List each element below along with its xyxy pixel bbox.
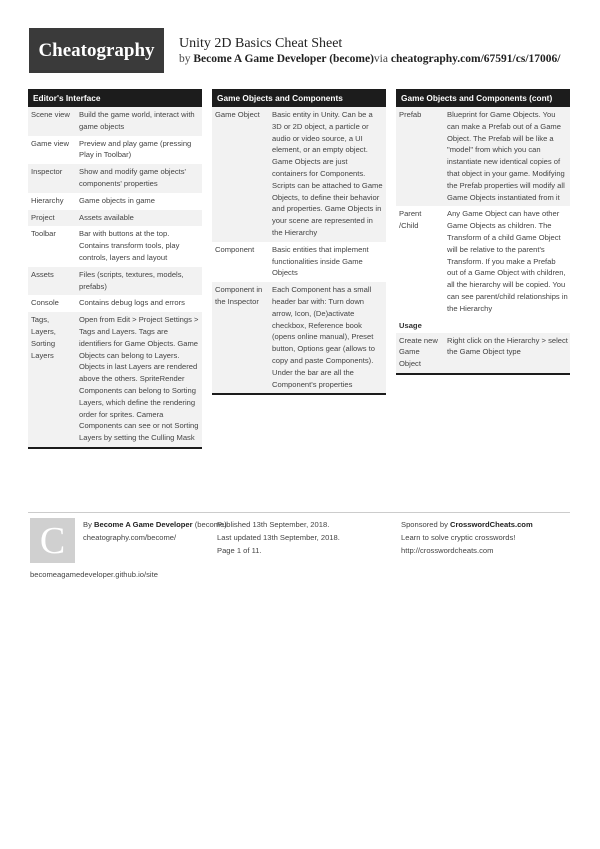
game-objects-cont-section [396, 89, 570, 375]
row-value: Right click on the Hierarchy > select the Game Object type [444, 333, 570, 373]
section-header: Game Objects and Components [212, 89, 386, 107]
table-row [28, 295, 202, 312]
game-objects-table [212, 107, 386, 393]
row-key: Console [31, 298, 59, 308]
table-row [28, 226, 202, 266]
usage-table [396, 333, 570, 373]
sheet-subtitle [179, 53, 560, 65]
table-row [28, 210, 202, 227]
table-row [28, 193, 202, 210]
row-key: Prefab [396, 107, 444, 206]
row-value: Contains debug logs and errors [79, 298, 185, 308]
row-value: Bar with buttons at the top. Contains transform tools, play controls, layers and layout [79, 229, 180, 262]
footer-author-url[interactable]: cheatography.com/become/ [83, 533, 177, 542]
row-key: Scene view [28, 107, 76, 136]
row-value: Files (scripts, textures, models, prefabs) [76, 267, 202, 296]
table-row [28, 267, 202, 296]
row-key: Component in the Inspector [212, 282, 269, 393]
table-row [28, 164, 202, 193]
table-row [212, 107, 386, 242]
row-value: Each Component has a small header bar with: Turn down arrow, Icon, (De)activate checkbox, Reference book (opens online manual), Preset button, Options gear (allows to copy and paste Components). Under the bar are all the Component's properties [269, 282, 386, 393]
row-key: Assets [28, 267, 76, 296]
published-date: Published 13th September, 2018. [217, 520, 330, 529]
author-link[interactable]: Become A Game Developer (become) [193, 53, 374, 65]
row-key: Toolbar [31, 229, 56, 239]
row-value: Game objects in game [79, 195, 155, 205]
sheet-url-link[interactable]: cheatography.com/67591/cs/17006/ [390, 53, 561, 65]
row-value: Show and modify game objects' components' properties [76, 164, 202, 193]
row-key: Parent /Child [399, 209, 422, 231]
row-key: Project [28, 210, 76, 227]
row-value: Any Game Object can have other Game Objects as children. The Transform of a child Game Object will be relative to the parent's Transform. If you make a Prefab out of a Game Object with children, all the hierarchy will be copied. You can see parent/child relationships in the Hierarchy [447, 209, 568, 313]
table-row [28, 107, 202, 136]
row-value: Open from Edit > Project Settings > Tags and Layers. Tags are identifiers for Game Objects. Game Objects can belong to Layers. Objects in last Layers are rendered above the others. SpriteRender Components can belong to Sorting Layers, which define the rendering order for sprites. Camera Components can see or not Sorting Layers by setting the Culling Mask [76, 312, 202, 447]
row-value: Preview and play game (pressing Play in Toolbar) [79, 138, 192, 160]
usage-subheader: Usage [399, 320, 422, 330]
via-prefix: via [373, 53, 391, 65]
table-row [212, 242, 386, 282]
footer-author-site[interactable]: becomeagamedeveloper.github.io/site [30, 570, 158, 579]
sponsor-link[interactable]: CrosswordCheats.com [449, 520, 533, 529]
sponsor-tagline: Learn to solve cryptic crosswords! [401, 533, 516, 542]
author-avatar[interactable]: C [30, 518, 75, 563]
row-value: Build the game world, interact with game objects [76, 107, 202, 136]
row-key: Create new Game Object [396, 333, 444, 373]
row-key: Component [215, 244, 255, 254]
table-row [396, 107, 570, 206]
row-value: Basic entity in Unity. Can be a 3D or 2D object, a particle or audio or video source, a UI element, or an empty object. Game Objects are just containers for Components. Scripts can be attached to Game Objects, to define their behavior and properties. Game Objects in your scene are represented in the Hierarchy [269, 107, 386, 242]
footer-author-link[interactable]: Become A Game Developer [93, 520, 193, 529]
table-row [28, 312, 202, 447]
section-header: Editor's Interface [28, 89, 202, 107]
game-objects-section [212, 89, 386, 395]
page-indicator: Page 1 of 11. [217, 546, 262, 555]
footer-sponsor-block [401, 518, 533, 557]
table-row [28, 136, 202, 165]
footer-dates-block [217, 518, 340, 557]
footer-author-line [83, 518, 227, 531]
editors-interface-table [28, 107, 202, 447]
row-key: Hierarchy [31, 195, 64, 205]
author-handle: (become) [192, 520, 227, 529]
by-label: By [83, 520, 94, 529]
footer-author-block [83, 518, 227, 544]
editors-interface-section [28, 89, 202, 449]
cheatography-logo[interactable]: Cheatography [29, 28, 164, 73]
row-value: Assets available [76, 210, 202, 227]
sheet-title: Unity 2D Basics Cheat Sheet [179, 36, 343, 51]
table-row [396, 206, 570, 317]
sponsor-label: Sponsored by [401, 520, 450, 529]
table-row [396, 333, 570, 373]
row-key: Inspector [28, 164, 76, 193]
game-objects-cont-table [396, 107, 570, 318]
updated-date: Last updated 13th September, 2018. [217, 533, 340, 542]
row-key: Game Object [212, 107, 269, 242]
section-header: Game Objects and Components (cont) [396, 89, 570, 107]
row-key: Game view [31, 138, 69, 148]
by-prefix: by [179, 53, 194, 65]
sponsor-line [401, 518, 533, 531]
footer-divider [28, 512, 570, 513]
sponsor-url[interactable]: http://crosswordcheats.com [401, 546, 494, 555]
row-value: Blueprint for Game Objects. You can make a Prefab out of a Game Object. The Prefab will be like a "model" from which you can instantiate new identical copies of that object in your game. Modifying the Prefab properties will modify all Game Objects instantiated from it [444, 107, 570, 206]
row-key: Tags, Layers, Sorting Layers [28, 312, 76, 447]
table-row [212, 282, 386, 393]
row-value: Basic entities that implement functionalities inside Game Objects [272, 244, 369, 278]
